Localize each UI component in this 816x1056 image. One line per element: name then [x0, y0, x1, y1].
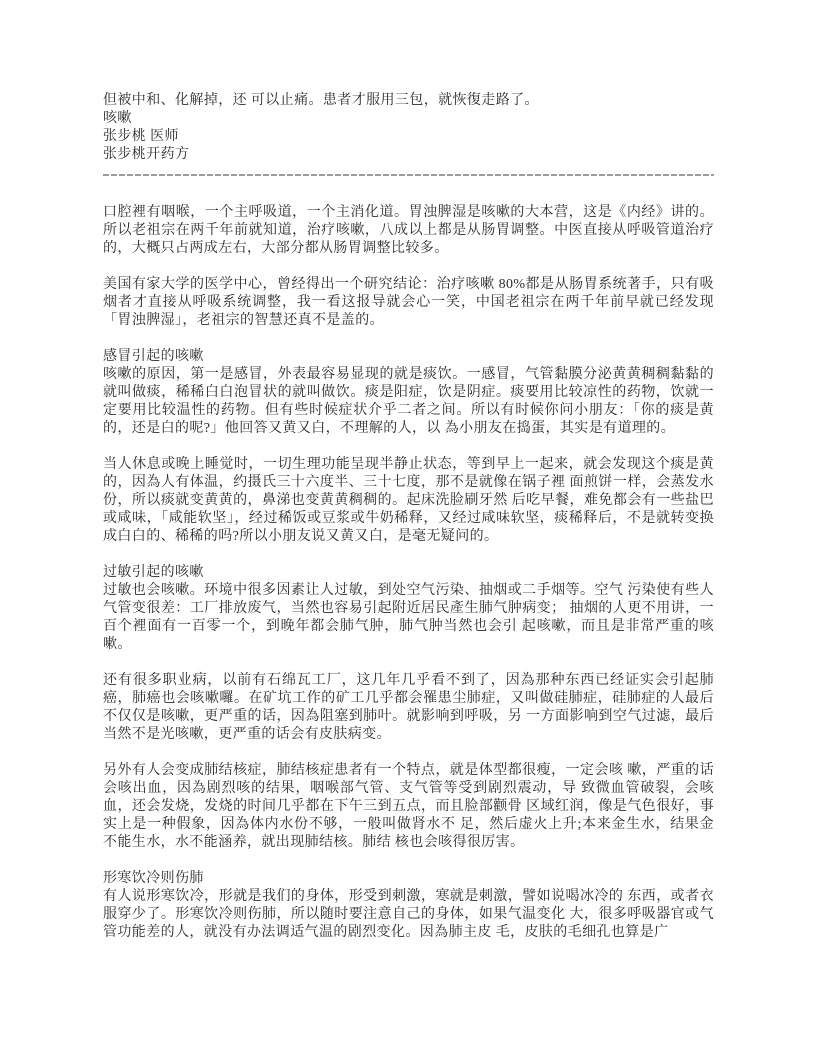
paragraph: 过敏也会咳嗽。环境中很多因素让人过敏，到处空气污染、抽烟或二手烟等。空气 污染使有些人气管变很差：工厂排放废气，当然也容易引起附近居民產生肺气肿病变； 抽烟的人更不用讲，一百个裡面有一百零一个，到晚年都会肺气肿，肺气肿当然也会引 起咳嗽，而且是非常严重的咳嗽。	[103, 583, 714, 652]
paragraph: 美国有家大学的医学中心，曾经得出一个研究结论：治疗咳嗽 80%都是从肠胃系统著手，只有吸烟者才直接从呼吸系统调整，我一看这报导就会心一笑，中国老祖宗在两千年前早就已经发现「胃浊脾湿」，老祖宗的智慧还真不是盖的。	[103, 277, 714, 328]
section-cold-damages-lung	[103, 870, 714, 942]
author-line: 张步桃 医师	[103, 129, 179, 144]
section-heading: 过敏引起的咳嗽	[103, 565, 204, 580]
paragraph: 另外有人会变成肺结核症，肺结核症患者有一个特点，就是体型都很瘦，一定会咳 嗽，严重的话会咳出血，因為剧烈咳的结果，咽喉部气管、支气管等受到剧烈震动，导 致微血管破裂，会咳血，还会发烧，发烧的时间几乎都在下午三到五点，而且脸部颧骨 区域红润，像是气色很好，事实上是一种假象，因為体内水份不够，一般叫做肾水不 足，然后虚火上升;本来金生水，结果金不能生水，水不能涵养，就出现肺结核。肺结 核也会咳得很厉害。	[103, 763, 714, 850]
paragraph: 还有很多职业病，以前有石绵瓦工厂，这几年几乎看不到了，因為那种东西已经证实会引起肺癌，肺癌也会咳嗽囉。在矿坑工作的矿工几乎都会罹患尘肺症，又叫做硅肺症，硅肺症的人最后不仅仅是咳嗽，更严重的话，因為阻塞到肺叶。就影响到呼吸，另 一方面影响到空气过滤，最后当然不是光咳嗽，更严重的话会有皮肤病变。	[103, 673, 714, 742]
section-divider	[103, 174, 714, 176]
document-header	[103, 92, 714, 164]
document-title: 咳嗽	[103, 111, 132, 126]
section-overview	[103, 204, 714, 330]
intro-continuation-line: 但被中和、化解掉，还 可以止痛。患者才服用三包，就恢復走路了。	[103, 93, 539, 108]
document-body	[103, 92, 714, 942]
section-heading: 形寒饮冷则伤肺	[103, 871, 204, 886]
paragraph: 当人休息或晚上睡觉时，一切生理功能呈现半静止状态，等到早上一起来，就会发现这个痰是黄的，因為人有体温，约摄氏三十六度半、三十七度，那不是就像在锅子裡 面煎饼一样，会蒸发水份，所以痰就变黄黄的，鼻涕也变黄黄稠稠的。起床洗脸刷牙然 后吃早餐，难免都会有一些盐巴或咸味，「咸能软坚」，经过稀饭或豆浆或牛奶稀释，又经过咸味软坚，痰稀释后，不是就转变换成白白的、稀稀的吗?所以小朋友说又黄又白，是毫无疑问的。	[103, 457, 714, 544]
paragraph: 咳嗽的原因，第一是感冒，外表最容易显现的就是痰饮。一感冒，气管黏膜分泌黄黄稠稠黏黏的就叫做痰，稀稀白白泡冒状的就叫做饮。痰是阳症，饮是阴症。痰要用比较凉性的药物，饮就一定要用比较温性的药物。但有些时候症状介乎二者之间。所以有时候你问小朋友：「你的痰是黄的，还是白的呢?」他回答又黄又白，不理解的人，以 為小朋友在捣蛋，其实是有道理的。	[103, 367, 714, 436]
paragraph: 有人说形寒饮冷，形就是我们的身体，形受到刺激，寒就是刺激，譬如说喝冰冷的 东西，或者衣服穿少了。形寒饮冷则伤肺，所以随时要注意自己的身体，如果气温变化 大，很多呼吸器官或气管功能差的人，就没有办法调适气温的剧烈变化。因為肺主皮 毛，皮肤的毛细孔也算是广	[103, 889, 714, 940]
subtitle-line: 张步桃开药方	[103, 147, 190, 162]
section-heading: 感冒引起的咳嗽	[103, 349, 204, 364]
section-allergy-induced-cough	[103, 564, 714, 852]
paragraph: 口腔裡有咽喉，一个主呼吸道，一个主消化道。胃浊脾湿是咳嗽的大本营，这是《内经》讲的。所以老祖宗在两千年前就知道，治疗咳嗽，八成以上都是从肠胃调整。中医直接从呼吸管道治疗的，大概只占两成左右，大部分都从肠胃调整比较多。	[103, 205, 714, 256]
section-cold-induced-cough	[103, 348, 714, 546]
